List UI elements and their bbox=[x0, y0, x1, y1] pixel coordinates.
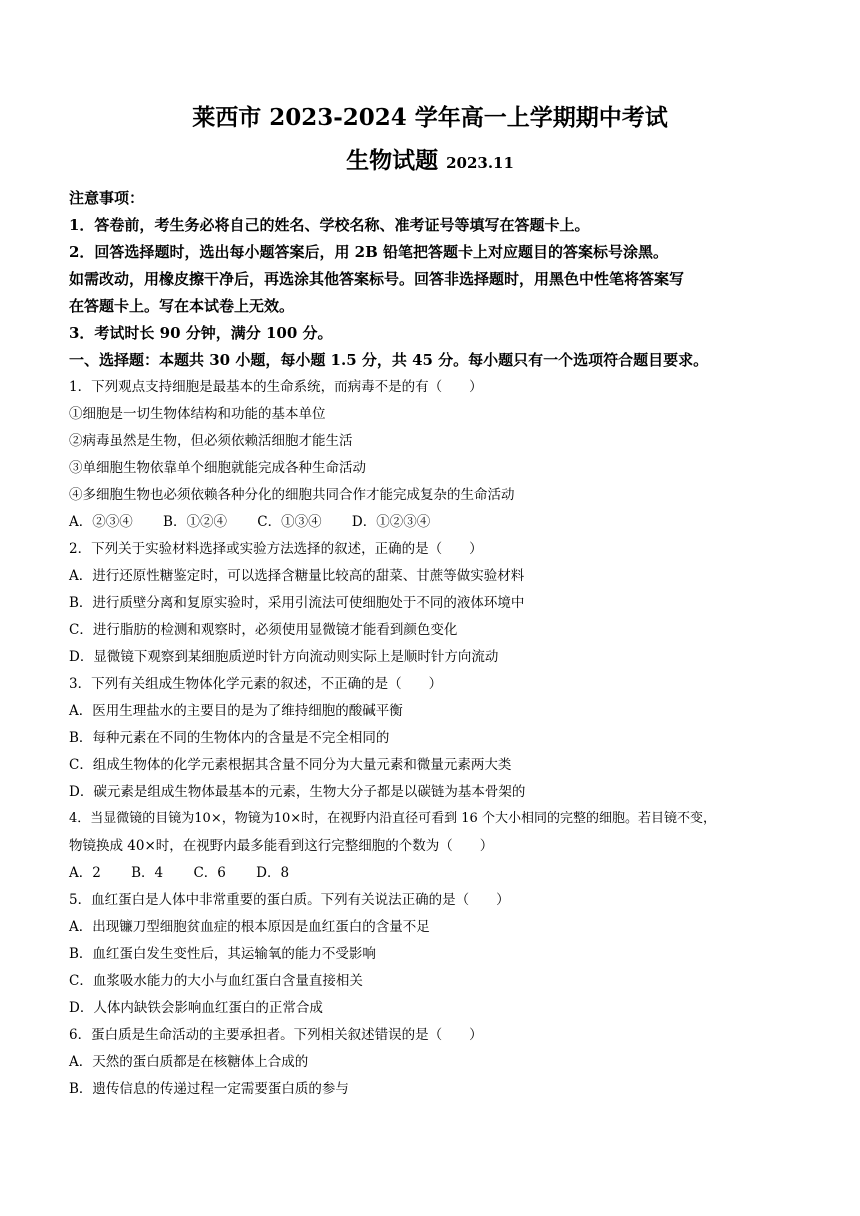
question-stem: 6．蛋白质是生命活动的主要承担者。下列相关叙述错误的是（ ） bbox=[69, 1027, 483, 1043]
notice-item: 2．回答选择题时，选出每小题答案后，用 2B 铅笔把答题卡上对应题目的答案标号涂黑。 bbox=[69, 243, 669, 261]
option-b: B．①②④ bbox=[163, 514, 227, 530]
option-c: C．进行脂肪的检测和观察时，必须使用显微镜才能看到颜色变化 bbox=[69, 622, 458, 638]
option-b: B．每种元素在不同的生物体内的含量是不完全相同的 bbox=[69, 730, 390, 746]
option-c: C．6 bbox=[193, 865, 226, 881]
question-stem: 1．下列观点支持细胞是最基本的生命系统，而病毒不是的有（ ） bbox=[69, 379, 483, 395]
option-b: B．4 bbox=[131, 865, 164, 881]
option-d: D．8 bbox=[256, 865, 290, 881]
statement: ②病毒虽然是生物，但必须依赖活细胞才能生活 bbox=[69, 433, 353, 449]
option-a: A．医用生理盐水的主要目的是为了维持细胞的酸碱平衡 bbox=[69, 703, 403, 719]
notice-item: 1．答卷前，考生务必将自己的姓名、学校名称、准考证号等填写在答题卡上。 bbox=[69, 216, 590, 234]
option-a: A．进行还原性糖鉴定时，可以选择含糖量比较高的甜菜、甘蔗等做实验材料 bbox=[69, 568, 525, 584]
question-stem-continued: 物镜换成 40×时，在视野内最多能看到这行完整细胞的个数为（ ） bbox=[69, 838, 494, 854]
option-d: D．显微镜下观察到某细胞质逆时针方向流动则实际上是顺时针方向流动 bbox=[69, 649, 499, 665]
option-d: D．①②③④ bbox=[351, 514, 431, 530]
option-b: B．血红蛋白发生变性后，其运输氧的能力不受影响 bbox=[69, 946, 376, 962]
option-c: C．血浆吸水能力的大小与血红蛋白含量直接相关 bbox=[69, 973, 363, 989]
option-b: B．进行质壁分离和复原实验时，采用引流法可使细胞处于不同的液体环境中 bbox=[69, 595, 525, 611]
section-heading: 一、选择题：本题共 30 小题，每小题 1.5 分，共 45 分。每小题只有一个选项符合题目要求。 bbox=[69, 351, 709, 369]
option-a: A．2 bbox=[69, 865, 101, 881]
question-stem: 2．下列关于实验材料选择或实验方法选择的叙述，正确的是（ ） bbox=[69, 541, 483, 557]
option-a: A．出现镰刀型细胞贫血症的根本原因是血红蛋白的含量不足 bbox=[69, 919, 430, 935]
option-a: A．天然的蛋白质都是在核糖体上合成的 bbox=[69, 1054, 309, 1070]
notice-item: 3．考试时长 90 分钟，满分 100 分。 bbox=[69, 324, 333, 342]
notice-item: 在答题卡上。写在本试卷上无效。 bbox=[69, 297, 295, 315]
statement: ③单细胞生物依靠单个细胞就能完成各种生命活动 bbox=[69, 460, 366, 476]
exam-title: 莱西市 2023-2024 学年高一上学期期中考试 bbox=[192, 104, 668, 131]
question-stem: 4．当显微镜的目镜为10×，物镜为10×时，在视野内沿直径可看到 16 个大小相同的完整的细胞。若目镜不变， bbox=[69, 811, 716, 826]
question-stem: 3．下列有关组成生物体化学元素的叙述，不正确的是（ ） bbox=[69, 676, 443, 692]
option-d: D．人体内缺铁会影响血红蛋白的正常合成 bbox=[69, 1000, 323, 1016]
option-a: A．②③④ bbox=[69, 514, 133, 530]
option-c: C．组成生物体的化学元素根据其含量不同分为大量元素和微量元素两大类 bbox=[69, 757, 512, 773]
option-b: B．遗传信息的传递过程一定需要蛋白质的参与 bbox=[69, 1081, 349, 1097]
statement: ④多细胞生物也必须依赖各种分化的细胞共同合作才能完成复杂的生命活动 bbox=[69, 487, 515, 503]
subject-title: 生物试题 bbox=[346, 147, 439, 174]
exam-date: 2023.11 bbox=[446, 154, 514, 172]
notice-item: 如需改动，用橡皮擦干净后，再选涂其他答案标号。回答非选择题时，用黑色中性笔将答案写 bbox=[69, 270, 685, 288]
option-row bbox=[69, 512, 809, 532]
notice-heading: 注意事项： bbox=[69, 189, 145, 207]
option-d: D．碳元素是组成生物体最基本的元素，生物大分子都是以碳链为基本骨架的 bbox=[69, 784, 526, 800]
question-stem: 5．血红蛋白是人体中非常重要的蛋白质。下列有关说法正确的是（ ） bbox=[69, 892, 510, 908]
statement: ①细胞是一切生物体结构和功能的基本单位 bbox=[69, 406, 326, 422]
exam-subtitle bbox=[0, 146, 860, 178]
option-c: C．①③④ bbox=[257, 514, 322, 530]
option-row bbox=[69, 863, 809, 883]
